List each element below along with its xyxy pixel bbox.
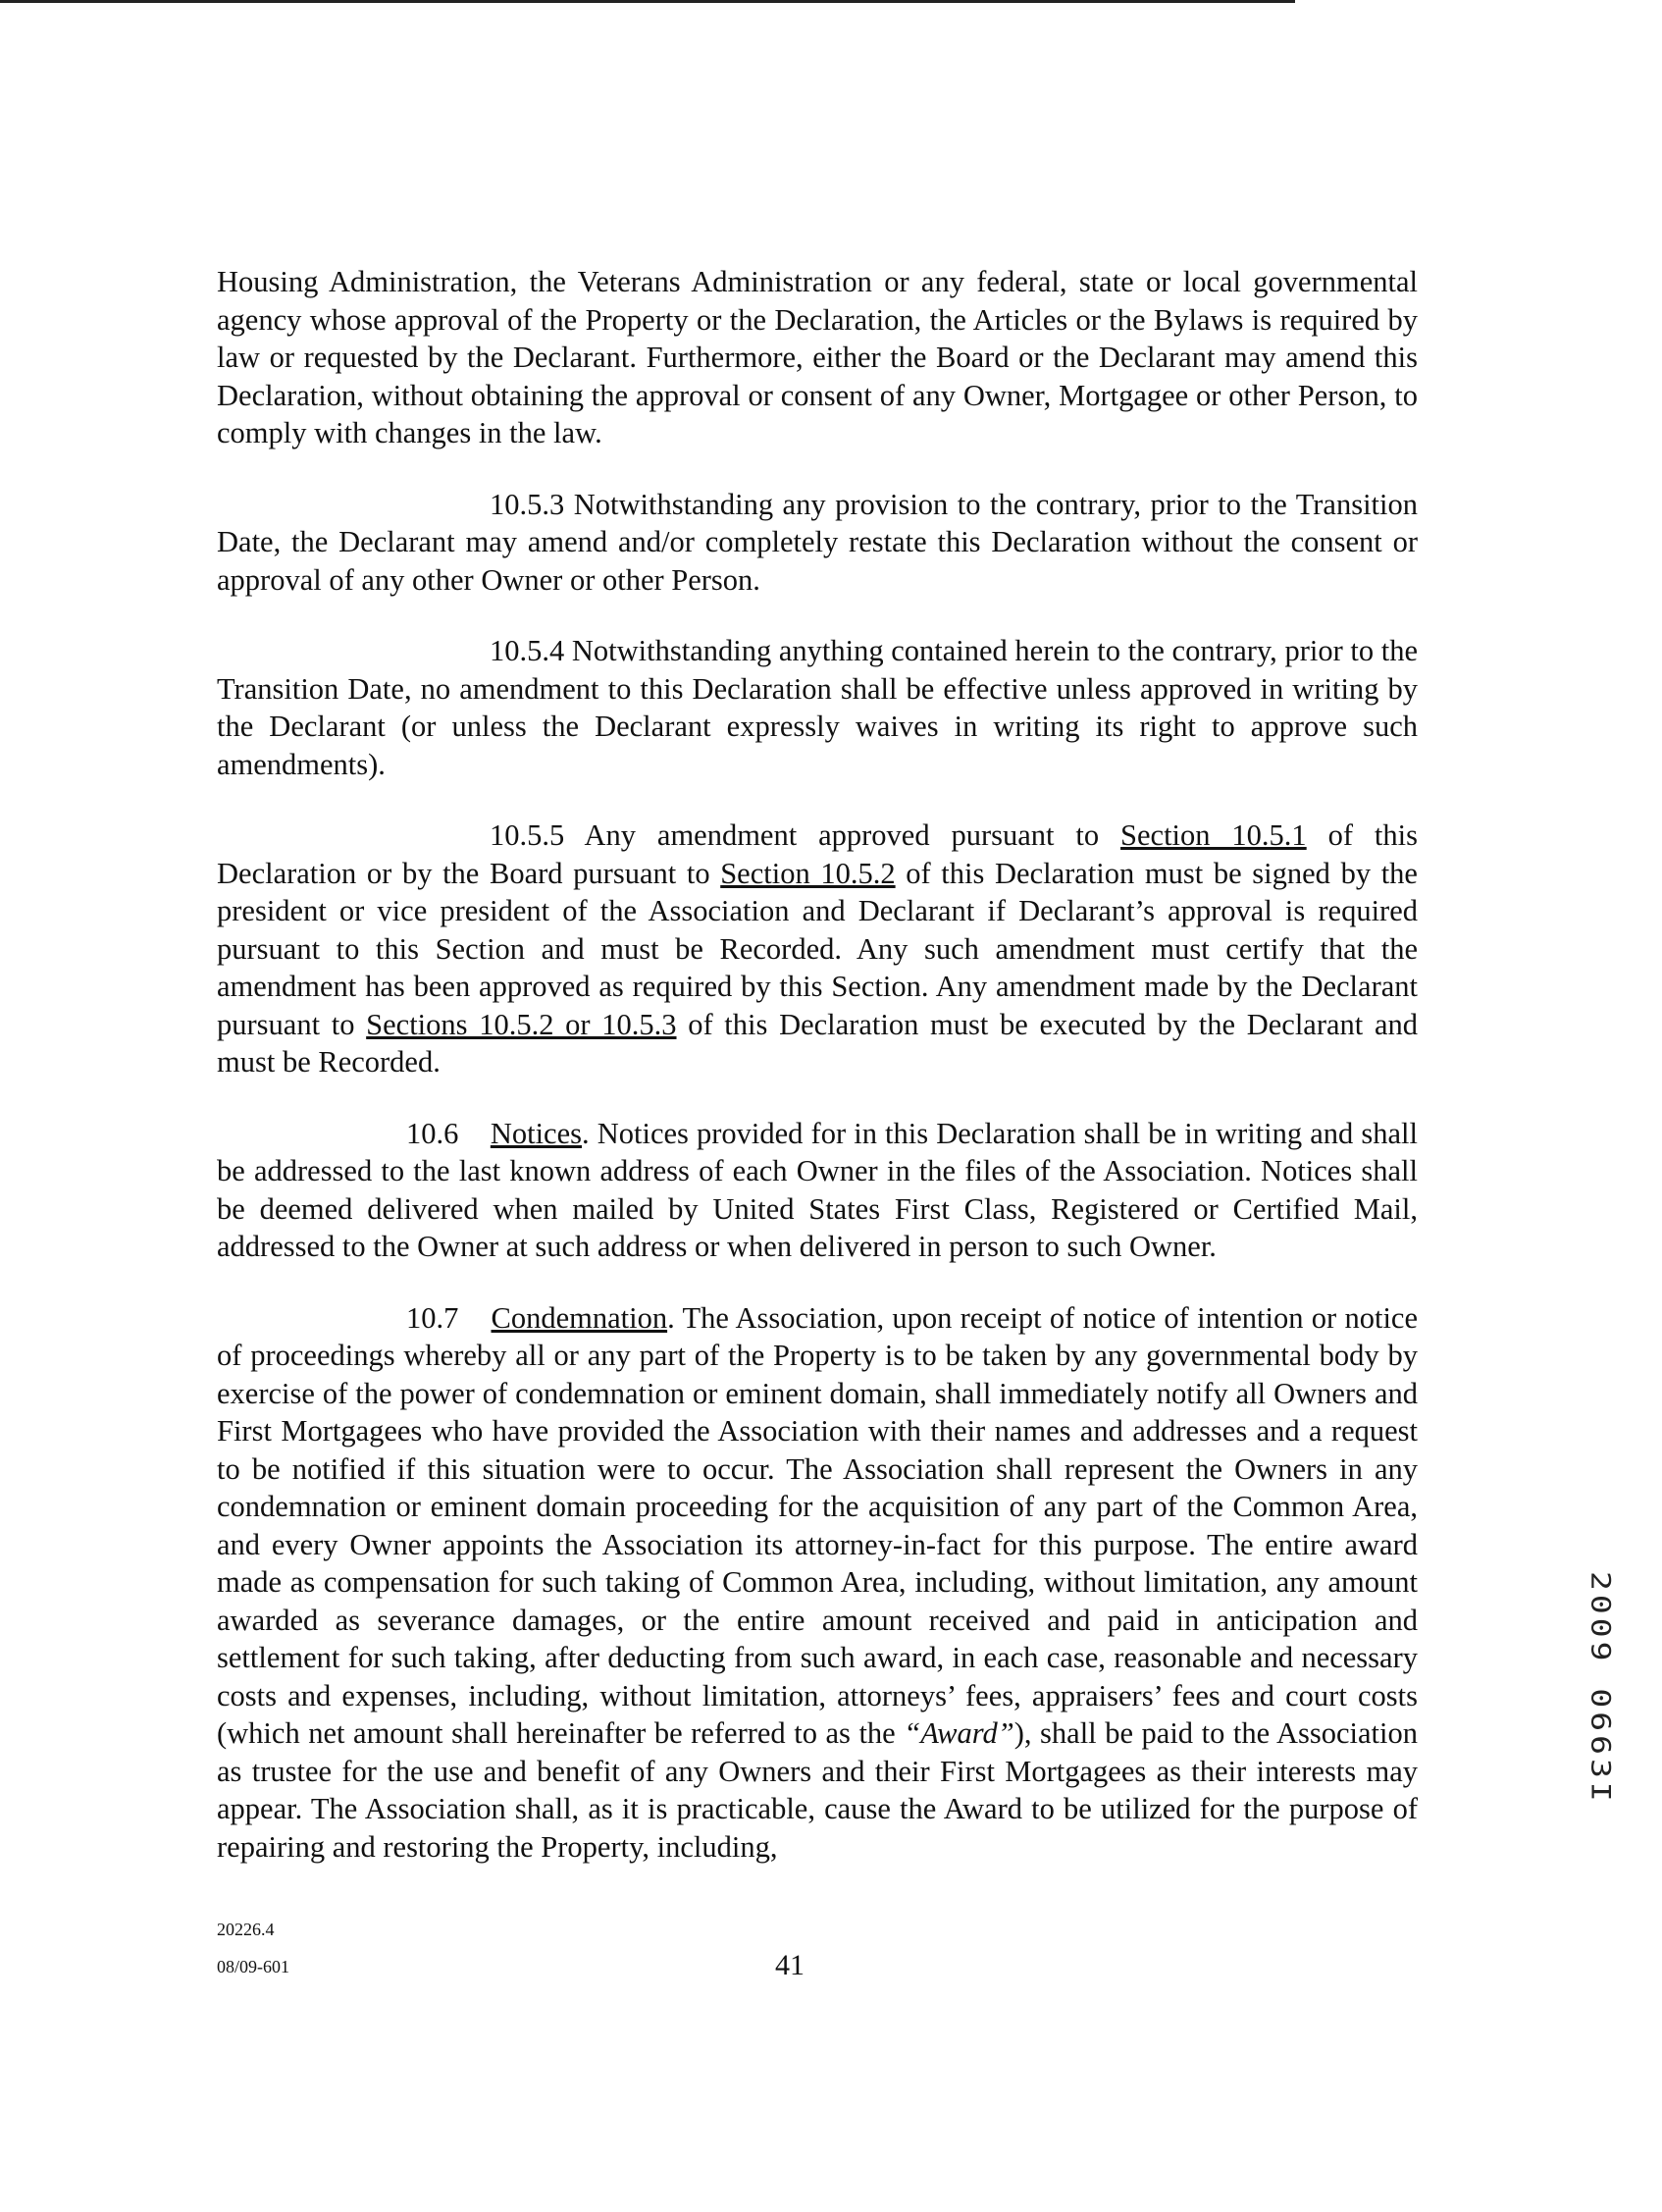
section-heading: Condemnation <box>491 1300 668 1335</box>
footer-date-code: 08/09-601 <box>217 1957 289 1976</box>
section-number: 10.7 <box>406 1300 459 1335</box>
defined-term: “Award” <box>904 1716 1014 1750</box>
paragraph-10-5-3 <box>217 486 1418 600</box>
paragraph-text: of this Declaration must be signed by the president or vice president of the Association and Declarant if Declarant’s approval is required pursuant to this Section and must be Recorded. Any such amendment must certify that the amendment has been approved as required by this Section. Any amendment made by the Declarant pursuant to <box>217 856 1418 1041</box>
paragraph-10-7-condemnation <box>217 1299 1418 1867</box>
paragraph-text: 10.5.5 Any amendment approved pursuant to <box>490 818 1121 852</box>
paragraph-10-5-5 <box>217 816 1418 1081</box>
paragraph-text: Housing Administration, the Veterans Administration or any federal, state or local governmental agency whose approval of the Property or the Declaration, the Articles or the Bylaws is required by law or requested by the Declarant. Furthermore, either the Board or the Declarant may amend this Declaration, without obtaining the approval or consent of any Owner, Mortgagee or other Person, to comply with changes in the law. <box>217 265 1418 449</box>
paragraph-10-6-notices <box>217 1115 1418 1266</box>
top-edge-rule <box>0 0 1295 3</box>
section-number: 10.6 <box>406 1116 459 1150</box>
document-body <box>217 263 1418 1866</box>
paragraph-text: of this Declaration must be executed by the Declarant and must be Recorded. <box>217 1007 1418 1079</box>
section-reference: Section 10.5.1 <box>1120 818 1307 852</box>
recording-stamp: 2009 0663I <box>1585 1571 1617 1806</box>
paragraph-text: ), shall be paid to the Association as trustee for the use and benefit of any Owners and their First Mortgagees as their interests may appear. The Association shall, as it is practicable, cause the Award to be utilized for the purpose of repairing and restoring the Property, including, <box>217 1716 1418 1864</box>
page-number: 41 <box>775 1949 805 1981</box>
footer-doc-code: 20226.4 <box>217 1920 275 1939</box>
paragraph-text: of this Declaration or by the Board pursuant to <box>217 818 1418 890</box>
paragraph-text: 10.5.4 Notwithstanding anything contained herein to the contrary, prior to the Transition Date, no amendment to this Declaration shall be effective unless approved in writing by the Declarant (or unless the Declarant expressly waives in writing its right to approve such amendments). <box>217 634 1418 781</box>
paragraph-text: 10.5.3 Notwithstanding any provision to the contrary, prior to the Transition Date, the Declarant may amend and/or completely restate this Declaration without the consent or approval of any other Owner or other Person. <box>217 487 1418 597</box>
paragraph-10-5-4 <box>217 632 1418 783</box>
paragraph-continuation <box>217 263 1418 452</box>
paragraph-text: . The Association, upon receipt of notice of intention or notice of proceedings whereby all or any part of the Property is to be taken by any governmental body by exercise of the power of condemnation or eminent domain, shall immediately notify all Owners and First Mortgagees who have provided the Association with their names and addresses and a request to be notified if this situation were to occur. The Association shall represent the Owners in any condemnation or eminent domain proceeding for the acquisition of any part of the Common Area, and every Owner appoints the Association its attorney-in-fact for this purpose. The entire award made as compensation for such taking of Common Area, including, without limitation, any amount awarded as severance damages, or the entire amount received and paid in anticipation and settlement for such taking, after deducting from such award, in each case, reasonable and necessary costs and expenses, including, without limitation, attorneys’ fees, appraisers’ fees and court costs (which net amount shall hereinafter be referred to as the <box>217 1300 1418 1750</box>
section-reference: Section 10.5.2 <box>720 856 896 890</box>
section-heading: Notices <box>490 1116 582 1150</box>
section-reference: Sections 10.5.2 or 10.5.3 <box>366 1007 677 1041</box>
paragraph-text: . Notices provided for in this Declaration shall be in writing and shall be addressed to the last known address of each Owner in the files of the Association. Notices shall be deemed delivered when mailed by United States First Class, Registered or Certified Mail, addressed to the Owner at such address or when delivered in person to such Owner. <box>217 1116 1419 1263</box>
